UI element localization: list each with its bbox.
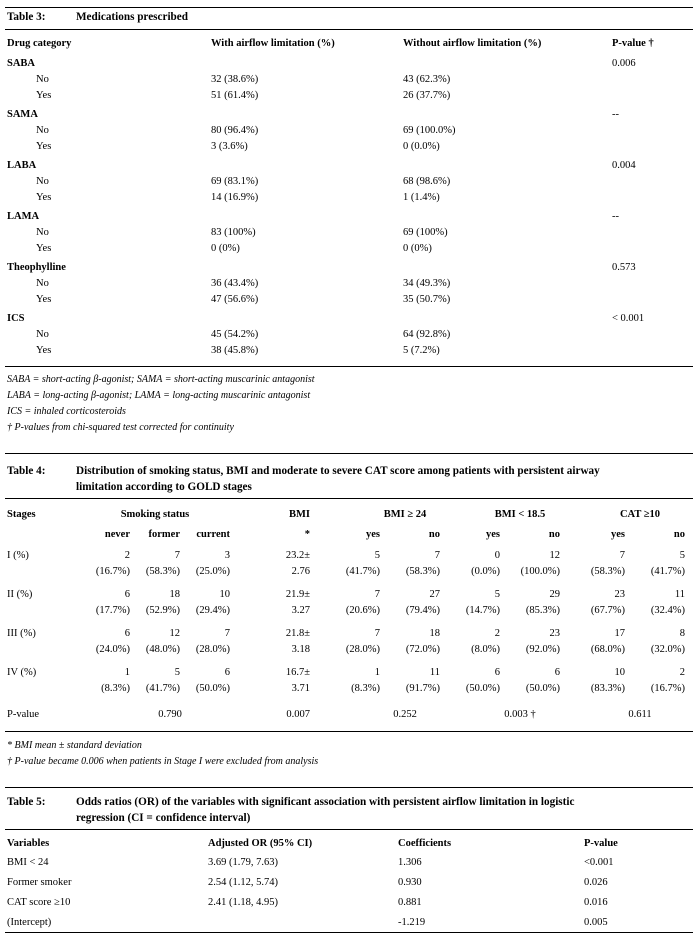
table4-cell-percent: (14.7%) bbox=[465, 605, 500, 616]
table4-header-cat: CAT ≥10 bbox=[619, 509, 661, 520]
table4-subheader: former bbox=[148, 529, 180, 540]
table4-cell-count: 3 bbox=[224, 550, 230, 561]
table3-row-label: Yes bbox=[36, 192, 52, 203]
table4-cell-percent: (52.9%) bbox=[145, 605, 180, 616]
table5-variable: (Intercept) bbox=[7, 917, 52, 928]
table3-caption-label: Table 3: bbox=[7, 11, 46, 23]
table4-stage-label: I (%) bbox=[7, 550, 29, 561]
table3-with-value: 47 (56.6%) bbox=[211, 294, 259, 305]
table5-variable: BMI < 24 bbox=[7, 857, 49, 868]
table3-without-value: 5 (7.2%) bbox=[403, 345, 440, 356]
table3-without-value: 69 (100.0%) bbox=[403, 125, 456, 136]
table4-cell-count: 7 bbox=[374, 589, 380, 600]
table4-cell-count: 1 bbox=[374, 667, 380, 678]
table3-row-label: No bbox=[36, 125, 49, 136]
table4-cell-count: 7 bbox=[174, 550, 180, 561]
table4-cell-percent: 2.76 bbox=[291, 566, 310, 577]
table3-category: SABA bbox=[7, 58, 36, 69]
table3-top-rule bbox=[5, 7, 693, 8]
table4-cell-count: 11 bbox=[429, 667, 440, 678]
table3-row-label: Yes bbox=[36, 345, 52, 356]
table3-row-label: Yes bbox=[36, 294, 52, 305]
table4-cell-count: 5 bbox=[494, 589, 500, 600]
table4-cell-percent: (92.0%) bbox=[525, 644, 560, 655]
table4-cell-count: 23 bbox=[614, 589, 625, 600]
table4-cell-percent: (79.4%) bbox=[405, 605, 440, 616]
table3-with-value: 36 (43.4%) bbox=[211, 278, 259, 289]
table4-cell-percent: (41.7%) bbox=[345, 566, 380, 577]
table4-cell-percent: (50.0%) bbox=[465, 683, 500, 694]
table4-cell-count: 8 bbox=[679, 628, 685, 639]
table4-cell-percent: 3.27 bbox=[291, 605, 310, 616]
table3-without-value: 68 (98.6%) bbox=[403, 176, 451, 187]
table4-cell-count: 2 bbox=[679, 667, 685, 678]
table4-pvalue-bmi: 0.007 bbox=[286, 709, 310, 720]
table3-category: ICS bbox=[7, 313, 25, 324]
table5-caption-label: Table 5: bbox=[7, 796, 46, 808]
table4-caption-label: Table 4: bbox=[7, 465, 46, 477]
table4-cell-count: 7 bbox=[619, 550, 625, 561]
table4-header-stages: Stages bbox=[7, 509, 36, 520]
table4-cell-percent: (91.7%) bbox=[405, 683, 440, 694]
table5-bottom-rule bbox=[5, 932, 693, 933]
table5-header-or: Adjusted OR (95% CI) bbox=[208, 838, 313, 849]
table3-pvalue: 0.004 bbox=[612, 160, 636, 171]
table4-cell-count: 21.9± bbox=[285, 589, 310, 600]
table4-subheader: no bbox=[428, 529, 440, 540]
table4-cell-percent: (24.0%) bbox=[95, 644, 130, 655]
table4-cell-count: 16.7± bbox=[285, 667, 310, 678]
table5-caption-rule bbox=[5, 829, 693, 830]
table4-cell-percent: (0.0%) bbox=[471, 566, 500, 577]
table4-cell-percent: (20.6%) bbox=[345, 605, 380, 616]
table3-pvalue: -- bbox=[612, 211, 619, 222]
table3-with-value: 14 (16.9%) bbox=[211, 192, 259, 203]
table3-without-value: 0 (0%) bbox=[403, 243, 432, 254]
table4-header-bmi-star: * bbox=[304, 529, 310, 540]
table3-category: LAMA bbox=[7, 211, 40, 222]
table3-with-value: 38 (45.8%) bbox=[211, 345, 259, 356]
table4-cell-count: 7 bbox=[434, 550, 440, 561]
table4-cell-count: 17 bbox=[614, 628, 625, 639]
table4-stage-label: IV (%) bbox=[7, 667, 37, 678]
table3-bottom-rule bbox=[5, 366, 693, 367]
table5-coef: 1.306 bbox=[398, 857, 422, 868]
table4-cell-count: 2 bbox=[124, 550, 130, 561]
table4-top-rule bbox=[5, 453, 693, 454]
table4-cell-count: 2 bbox=[494, 628, 500, 639]
table3-with-value: 51 (61.4%) bbox=[211, 90, 259, 101]
table5-header-pvalue: P-value bbox=[584, 838, 618, 849]
table4-cell-count: 6 bbox=[554, 667, 560, 678]
table4-pvalue-smoking: 0.790 bbox=[158, 709, 182, 720]
table4-subheader: never bbox=[104, 529, 130, 540]
table4-cell-percent: (16.7%) bbox=[95, 566, 130, 577]
table5-variable: Former smoker bbox=[7, 877, 72, 888]
table3-row-label: Yes bbox=[36, 243, 52, 254]
table5-coef: 0.930 bbox=[398, 877, 422, 888]
table4-cell-percent: (41.7%) bbox=[145, 683, 180, 694]
table4-pvalue-cat: 0.611 bbox=[628, 709, 652, 720]
table3-with-value: 83 (100%) bbox=[211, 227, 256, 238]
table4-cell-percent: (50.0%) bbox=[195, 683, 230, 694]
table4-cell-count: 5 bbox=[174, 667, 180, 678]
table4-cell-count: 7 bbox=[224, 628, 230, 639]
table4-cell-percent: (85.3%) bbox=[525, 605, 560, 616]
table4-cell-count: 1 bbox=[124, 667, 130, 678]
table4-subheader: yes bbox=[486, 529, 500, 540]
table4-cell-percent: (25.0%) bbox=[195, 566, 230, 577]
table3-row-label: No bbox=[36, 176, 49, 187]
table4-cell-count: 5 bbox=[374, 550, 380, 561]
table3-category: SAMA bbox=[7, 109, 38, 120]
table3-pvalue: 0.573 bbox=[612, 262, 636, 273]
table4-cell-count: 5 bbox=[679, 550, 685, 561]
table3-footnote: SABA = short-acting β-agonist; SAMA = short-acting muscarinic antagonist bbox=[7, 374, 315, 385]
table4-footnote: † P-value became 0.006 when patients in Stage I were excluded from analysis bbox=[7, 756, 319, 767]
table3-footnote: LABA = long-acting β-agonist; LAMA = long-acting muscarinic antagonist bbox=[7, 390, 311, 401]
table4-pvalue-bmi185: 0.003 † bbox=[504, 709, 536, 720]
table3-caption-text: Medications prescribed bbox=[76, 11, 188, 23]
table3-header-with: With airflow limitation (%) bbox=[211, 38, 335, 49]
table3-without-value: 1 (1.4%) bbox=[403, 192, 440, 203]
table3-row-label: Yes bbox=[36, 141, 52, 152]
table4-cell-count: 7 bbox=[374, 628, 380, 639]
table4-cell-count: 6 bbox=[124, 589, 130, 600]
table3-with-value: 0 (0%) bbox=[211, 243, 240, 254]
table4-caption-line1: Distribution of smoking status, BMI and moderate to severe CAT score among patients with persistent airway bbox=[76, 465, 600, 477]
table3-footnote: † P-values from chi-squared test corrected for continuity bbox=[7, 422, 234, 433]
table4-cell-percent: (83.3%) bbox=[590, 683, 625, 694]
table4-cell-percent: (32.0%) bbox=[650, 644, 685, 655]
table5-or: 2.54 (1.12, 5.74) bbox=[208, 877, 278, 888]
table4-cell-count: 27 bbox=[429, 589, 440, 600]
table4-cell-count: 6 bbox=[494, 667, 500, 678]
table3-without-value: 26 (37.7%) bbox=[403, 90, 451, 101]
table4-cell-percent: (28.0%) bbox=[345, 644, 380, 655]
table5-coef: -1.219 bbox=[398, 917, 426, 928]
table3-row-label: No bbox=[36, 329, 49, 340]
table5-pvalue: 0.026 bbox=[584, 877, 608, 888]
table5-coef: 0.881 bbox=[398, 897, 422, 908]
table3-with-value: 80 (96.4%) bbox=[211, 125, 259, 136]
table4-caption-line2: limitation according to GOLD stages bbox=[76, 481, 252, 493]
table3-with-value: 32 (38.6%) bbox=[211, 74, 259, 85]
table4-pvalue-bmi24: 0.252 bbox=[393, 709, 417, 720]
table3-with-value: 3 (3.6%) bbox=[211, 141, 248, 152]
table4-cell-percent: (8.3%) bbox=[351, 683, 380, 694]
table3-without-value: 43 (62.3%) bbox=[403, 74, 451, 85]
table4-cell-percent: (50.0%) bbox=[525, 683, 560, 694]
table4-pvalue-label: P-value bbox=[7, 709, 40, 720]
table5-caption-line2: regression (CI = confidence interval) bbox=[76, 812, 251, 824]
table4-footnote: * BMI mean ± standard deviation bbox=[7, 740, 142, 751]
table4-subheader: no bbox=[548, 529, 560, 540]
table4-cell-count: 10 bbox=[614, 667, 625, 678]
table3-row-label: No bbox=[36, 227, 49, 238]
table5-pvalue: 0.005 bbox=[584, 917, 608, 928]
table4-cell-count: 21.8± bbox=[285, 628, 310, 639]
table4-header-smoking: Smoking status bbox=[120, 509, 190, 520]
table4-cell-percent: (32.4%) bbox=[650, 605, 685, 616]
table4-cell-count: 6 bbox=[124, 628, 130, 639]
table4-subheader: yes bbox=[611, 529, 625, 540]
table5-or: 2.41 (1.18, 4.95) bbox=[208, 897, 278, 908]
table3-row-label: Yes bbox=[36, 90, 52, 101]
table4-cell-percent: (58.3%) bbox=[590, 566, 625, 577]
table4-header-bmi185: BMI < 18.5 bbox=[494, 509, 546, 520]
table3-header-pvalue: P-value † bbox=[612, 38, 654, 49]
table5-variable: CAT score ≥10 bbox=[7, 897, 71, 908]
table3-category: Theophylline bbox=[7, 262, 66, 273]
table3-row-label: No bbox=[36, 74, 49, 85]
table4-cell-percent: (67.7%) bbox=[590, 605, 625, 616]
table3-row-label: No bbox=[36, 278, 49, 289]
table4-stage-label: III (%) bbox=[7, 628, 36, 639]
table4-cell-percent: (68.0%) bbox=[590, 644, 625, 655]
table4-cell-percent: (100.0%) bbox=[520, 566, 560, 577]
table4-stage-label: II (%) bbox=[7, 589, 33, 600]
table4-cell-percent: 3.18 bbox=[291, 644, 310, 655]
table3-caption-rule bbox=[5, 29, 693, 30]
table4-cell-count: 10 bbox=[219, 589, 230, 600]
table4-cell-count: 23.2± bbox=[285, 550, 310, 561]
table3-pvalue: 0.006 bbox=[612, 58, 636, 69]
table4-cell-count: 18 bbox=[169, 589, 180, 600]
table4-cell-percent: (29.4%) bbox=[195, 605, 230, 616]
table4-header-bmi: BMI bbox=[289, 509, 310, 520]
table4-cell-percent: (28.0%) bbox=[195, 644, 230, 655]
table4-cell-count: 29 bbox=[549, 589, 560, 600]
table4-cell-percent: (41.7%) bbox=[650, 566, 685, 577]
table4-cell-count: 12 bbox=[549, 550, 560, 561]
table4-cell-percent: (58.3%) bbox=[405, 566, 440, 577]
table3-without-value: 34 (49.3%) bbox=[403, 278, 451, 289]
table3-without-value: 0 (0.0%) bbox=[403, 141, 440, 152]
table5-top-rule bbox=[5, 787, 693, 788]
table3-with-value: 69 (83.1%) bbox=[211, 176, 259, 187]
table4-cell-percent: (17.7%) bbox=[95, 605, 130, 616]
table4-cell-count: 23 bbox=[549, 628, 560, 639]
table3-pvalue: < 0.001 bbox=[612, 313, 645, 324]
table3-without-value: 69 (100%) bbox=[403, 227, 448, 238]
table3-with-value: 45 (54.2%) bbox=[211, 329, 259, 340]
table4-cell-count: 6 bbox=[224, 667, 230, 678]
table4-header-bmi24: BMI ≥ 24 bbox=[383, 509, 427, 520]
table5-pvalue: <0.001 bbox=[584, 857, 614, 868]
table5-pvalue: 0.016 bbox=[584, 897, 608, 908]
table4-cell-percent: (16.7%) bbox=[650, 683, 685, 694]
table4-cell-percent: (8.0%) bbox=[471, 644, 500, 655]
table5-or: 3.69 (1.79, 7.63) bbox=[208, 857, 278, 868]
table4-cell-percent: (72.0%) bbox=[405, 644, 440, 655]
table3-pvalue: -- bbox=[612, 109, 619, 120]
table4-cell-percent: (48.0%) bbox=[145, 644, 180, 655]
table3-without-value: 35 (50.7%) bbox=[403, 294, 451, 305]
table3-header-drug: Drug category bbox=[7, 38, 72, 49]
table4-cell-count: 18 bbox=[429, 628, 440, 639]
table4-cell-percent: (8.3%) bbox=[101, 683, 130, 694]
table4-cell-percent: 3.71 bbox=[291, 683, 310, 694]
table4-bottom-rule bbox=[5, 731, 693, 732]
table4-cell-count: 11 bbox=[674, 589, 685, 600]
table4-subheader: current bbox=[196, 529, 230, 540]
table3-header-without: Without airflow limitation (%) bbox=[403, 38, 542, 49]
table3-without-value: 64 (92.8%) bbox=[403, 329, 451, 340]
table4-cell-count: 0 bbox=[494, 550, 500, 561]
table5-header-coef: Coefficients bbox=[398, 838, 452, 849]
table5-caption-line1: Odds ratios (OR) of the variables with significant association with persistent airflow limitation in logistic bbox=[76, 796, 575, 808]
table3-category: LABA bbox=[7, 160, 37, 171]
table4-caption-rule bbox=[5, 498, 693, 499]
table3-footnote: ICS = inhaled corticosteroids bbox=[7, 406, 126, 417]
table4-subheader: yes bbox=[366, 529, 380, 540]
table5-header-variables: Variables bbox=[7, 838, 50, 849]
table4-subheader: no bbox=[673, 529, 685, 540]
table4-cell-count: 12 bbox=[169, 628, 180, 639]
table4-cell-percent: (58.3%) bbox=[145, 566, 180, 577]
